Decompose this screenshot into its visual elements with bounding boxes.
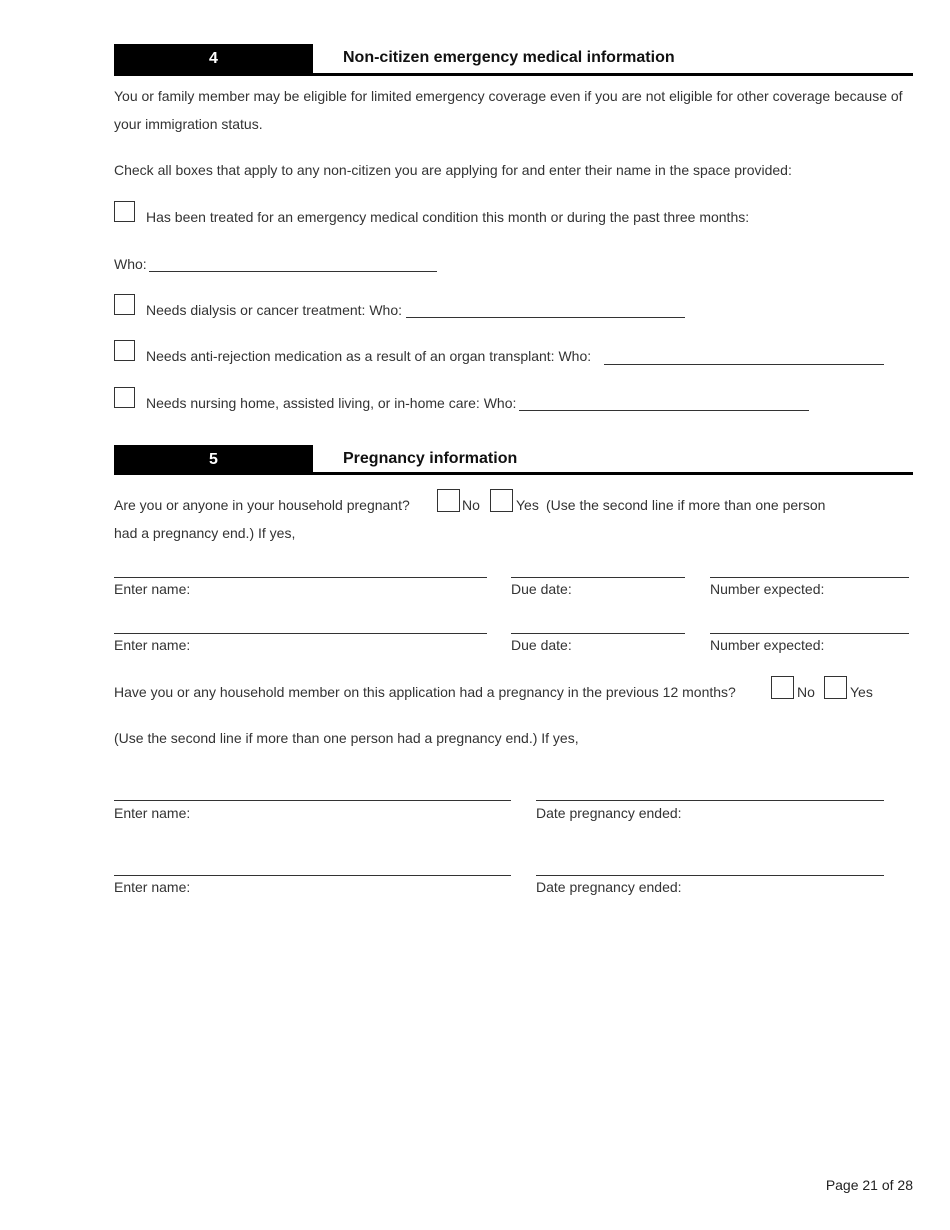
section-4-intro-line1: You or family member may be eligible for limited emergency coverage even if you are not eligible for other coverage because of — [114, 88, 903, 104]
date-ended-field-2[interactable] — [536, 857, 884, 876]
section-4-title: Non-citizen emergency medical information — [343, 49, 675, 66]
nursing-home-checkbox[interactable] — [114, 387, 135, 408]
previous-pregnancy-note: (Use the second line if more than one person had a pregnancy end.) If yes, — [114, 730, 579, 746]
emergency-treated-who-field[interactable] — [149, 253, 437, 272]
pregnant-yes-label: Yes — [516, 497, 539, 513]
emergency-treated-label: Has been treated for an emergency medical condition this month or during the past three months: — [146, 209, 750, 225]
pregnant-no-label: No — [462, 497, 480, 513]
nursing-home-who-field[interactable] — [519, 392, 809, 411]
due-date-field-2[interactable] — [511, 615, 685, 634]
anti-rejection-checkbox[interactable] — [114, 340, 135, 361]
section-4-intro-line2: your immigration status. — [114, 116, 263, 132]
due-date-field-1[interactable] — [511, 559, 685, 578]
previous-pregnancy-no-label: No — [797, 684, 815, 700]
previous-pregnancy-yes-checkbox[interactable] — [824, 676, 847, 699]
date-ended-label-1: Date pregnancy ended: — [536, 805, 682, 821]
previous-pregnancy-no-checkbox[interactable] — [771, 676, 794, 699]
dialysis-label: Needs dialysis or cancer treatment: Who: — [146, 302, 402, 318]
enter-name-label-2: Enter name: — [114, 637, 191, 653]
enter-name-label-1: Enter name: — [114, 581, 191, 597]
previous-pregnancy-yes-label: Yes — [850, 684, 873, 700]
ended-name-field-2[interactable] — [114, 857, 511, 876]
section-4-rule — [114, 73, 913, 76]
emergency-treated-checkbox[interactable] — [114, 201, 135, 222]
date-ended-label-2: Date pregnancy ended: — [536, 879, 682, 895]
ended-name-label-2: Enter name: — [114, 879, 191, 895]
section-5-number: 5 — [114, 445, 313, 475]
pregnant-yes-checkbox[interactable] — [490, 489, 513, 512]
due-date-label-1: Due date: — [511, 581, 572, 597]
pregnant-no-checkbox[interactable] — [437, 489, 460, 512]
section-4-instruction: Check all boxes that apply to any non-citizen you are applying for and enter their name in the space provided: — [114, 162, 792, 178]
section-5-rule — [114, 472, 913, 475]
due-date-label-2: Due date: — [511, 637, 572, 653]
pregnant-note: (Use the second line if more than one person — [546, 497, 826, 513]
who-label: Who: — [114, 256, 147, 272]
anti-rejection-who-field[interactable] — [604, 346, 884, 365]
pregnancy-name-field-2[interactable] — [114, 615, 487, 634]
ended-name-label-1: Enter name: — [114, 805, 191, 821]
number-expected-label-2: Number expected: — [710, 637, 825, 653]
page-number: Page 21 of 28 — [825, 1177, 913, 1193]
number-expected-field-2[interactable] — [710, 615, 909, 634]
number-expected-label-1: Number expected: — [710, 581, 825, 597]
dialysis-who-field[interactable] — [406, 299, 685, 318]
ended-name-field-1[interactable] — [114, 782, 511, 801]
section-5-title: Pregnancy information — [343, 450, 518, 467]
date-ended-field-1[interactable] — [536, 782, 884, 801]
section-4-number: 4 — [114, 44, 313, 74]
number-expected-field-1[interactable] — [710, 559, 909, 578]
dialysis-checkbox[interactable] — [114, 294, 135, 315]
pregnancy-name-field-1[interactable] — [114, 559, 487, 578]
nursing-home-label: Needs nursing home, assisted living, or in-home care: Who: — [146, 395, 517, 411]
anti-rejection-label: Needs anti-rejection medication as a result of an organ transplant: Who: — [146, 348, 592, 364]
previous-pregnancy-question: Have you or any household member on this application had a pregnancy in the previous 12 months? — [114, 684, 736, 700]
pregnant-note-line2: had a pregnancy end.) If yes, — [114, 525, 296, 541]
pregnant-question: Are you or anyone in your household pregnant? — [114, 497, 410, 513]
